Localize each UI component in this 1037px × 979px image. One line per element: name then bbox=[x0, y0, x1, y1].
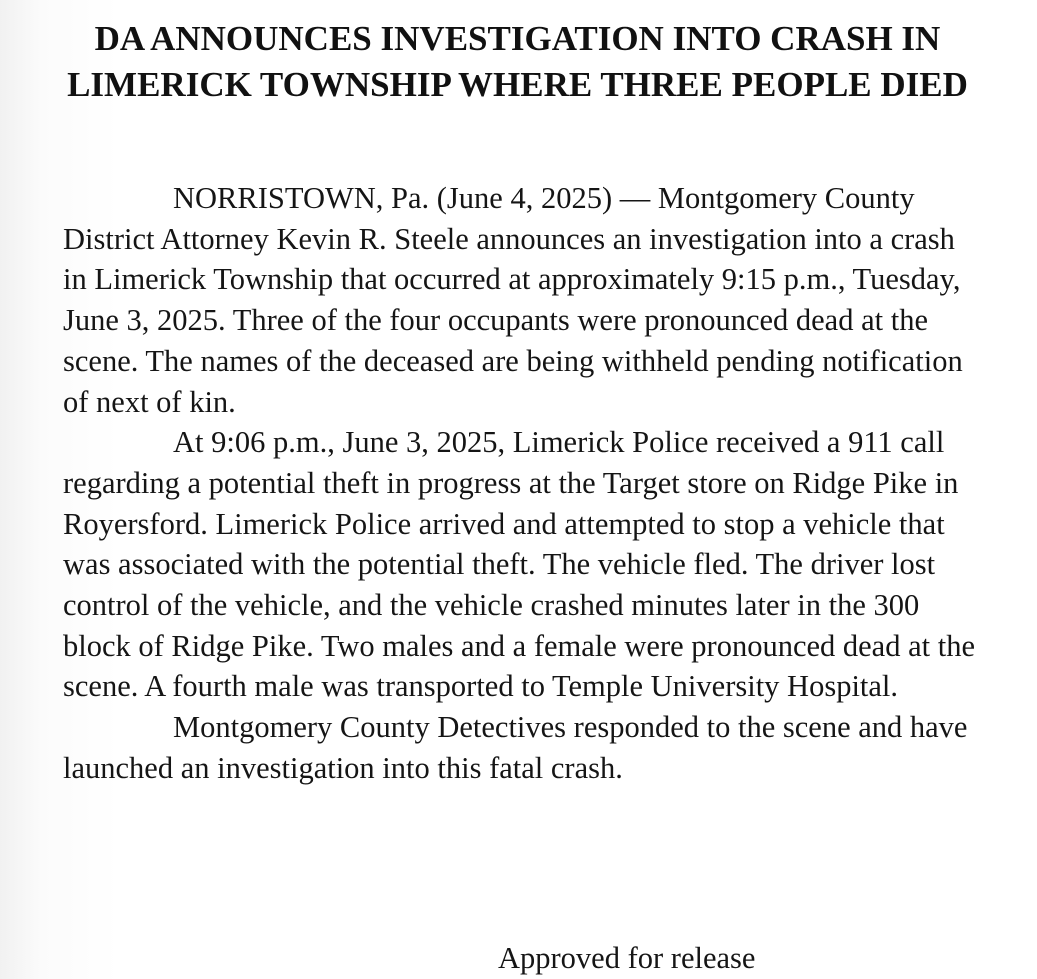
headline: DA ANNOUNCES INVESTIGATION INTO CRASH IN LIMERICK TOWNSHIP WHERE THREE PEOPLE DIED bbox=[67, 19, 968, 104]
cutoff-text-line: Approved for release bbox=[498, 941, 756, 975]
paragraph-investigation: Montgomery County Detectives responded to the scene and have launched an investigation into this fatal crash. bbox=[63, 710, 968, 785]
press-release-body bbox=[63, 178, 978, 789]
paragraph-incident-details: At 9:06 p.m., June 3, 2025, Limerick Police received a 911 call regarding a potential theft in progress at the Target store on Ridge Pike in Royersford. Limerick Police arrived and attempted to stop a vehicle that was associated with the potential theft. The vehicle fled. The driver lost control of the vehicle, and the vehicle crashed minutes later in the 300 block of Ridge Pike. Two males and a female were pronounced dead at the scene. A fourth male was transported to Temple University Hospital. bbox=[63, 425, 975, 704]
paragraph-intro: NORRISTOWN, Pa. (June 4, 2025) — Montgomery County District Attorney Kevin R. Steele announces an investigation into a crash in Limerick Township that occurred at approximately 9:15 p.m., Tuesday, June 3, 2025. Three of the four occupants were pronounced dead at the scene. The names of the deceased are being withheld pending notification of next of kin. bbox=[63, 181, 963, 419]
